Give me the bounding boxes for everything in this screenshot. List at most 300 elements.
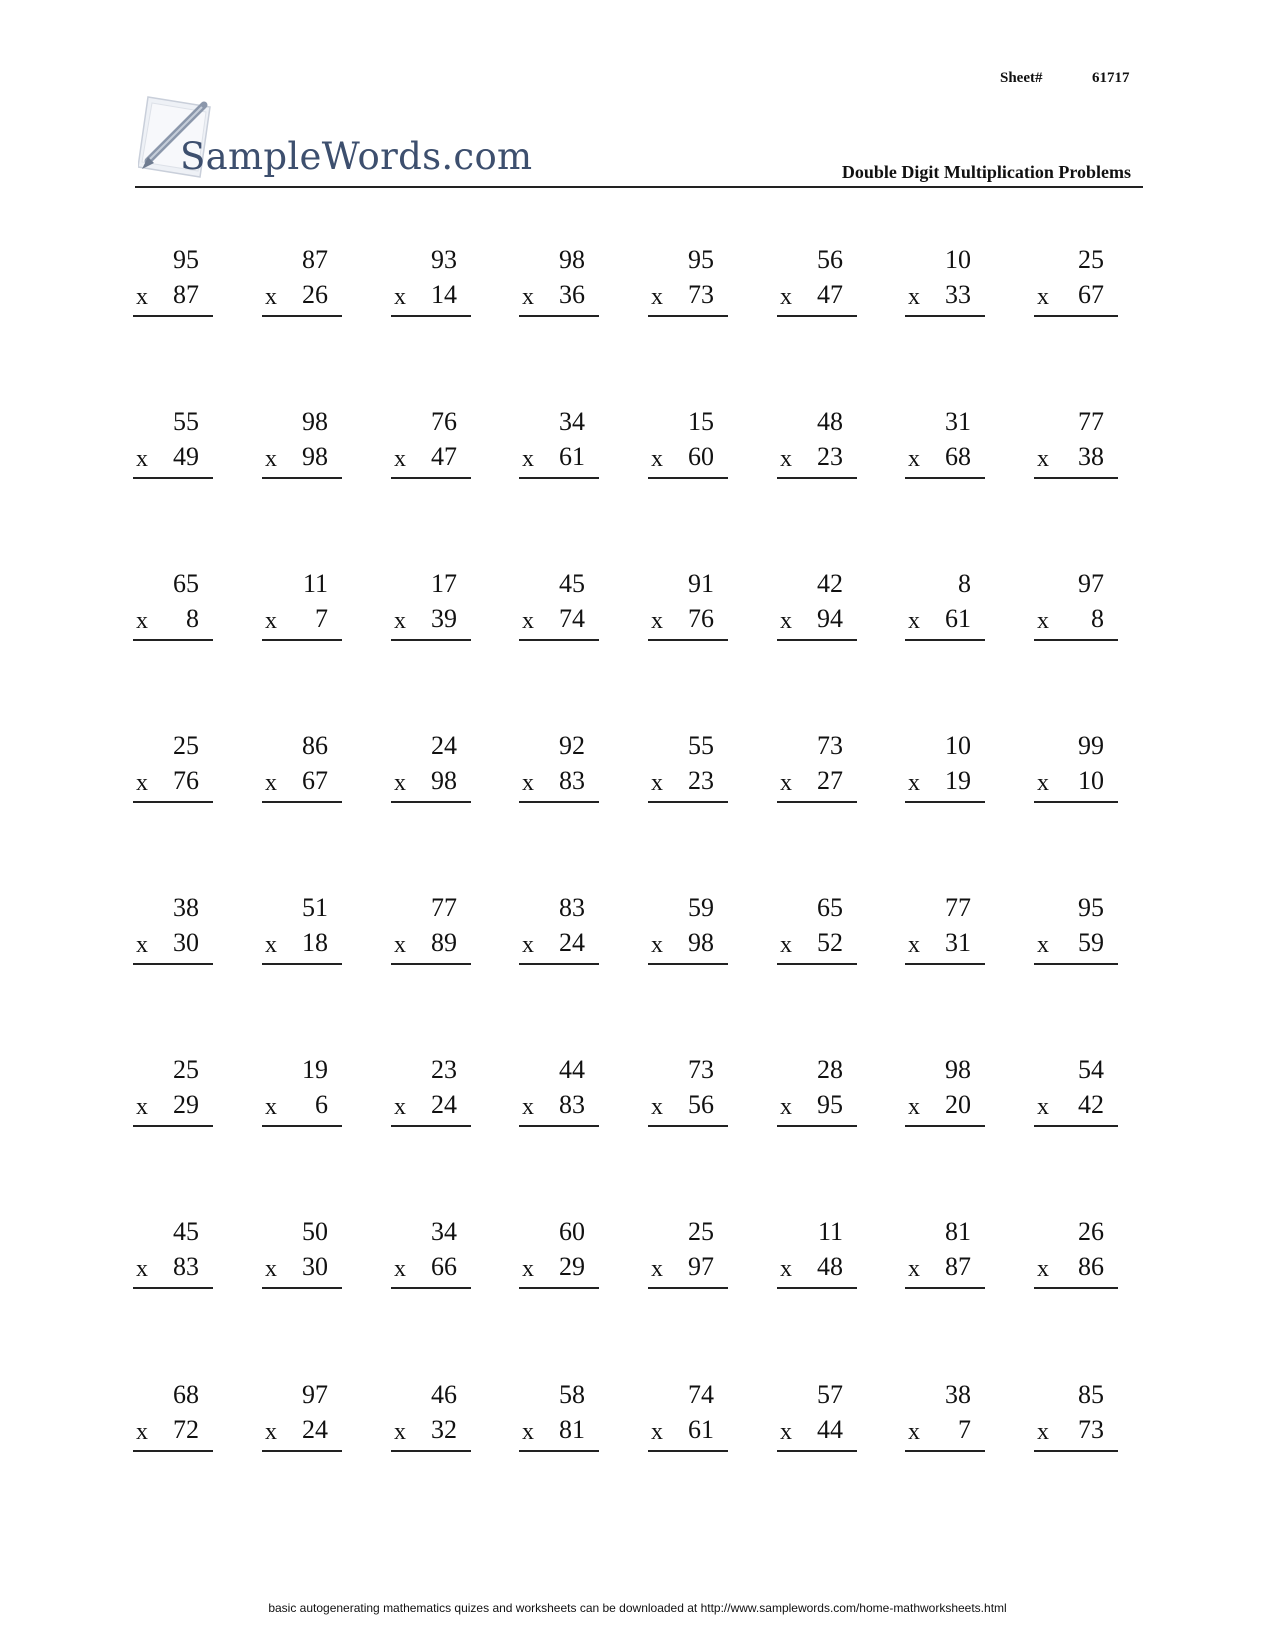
multiplicand: 86 — [302, 731, 328, 760]
multiply-sign: x — [394, 1094, 406, 1120]
answer-line — [1034, 1450, 1118, 1452]
multiply-sign: x — [136, 284, 148, 310]
multiplicand: 45 — [559, 569, 585, 598]
answer-line — [391, 315, 471, 317]
answer-line — [391, 477, 471, 479]
problem — [777, 1055, 857, 1127]
answer-line — [262, 639, 342, 641]
problem — [262, 1380, 342, 1452]
multiply-sign: x — [522, 1256, 534, 1282]
multiplicand: 65 — [173, 569, 199, 598]
answer-line — [777, 1287, 857, 1289]
multiplier: 73 — [688, 280, 714, 309]
problem — [133, 569, 213, 641]
problem — [262, 731, 342, 803]
multiply-sign: x — [780, 608, 792, 634]
multiplicand: 98 — [559, 245, 585, 274]
multiplier: 38 — [1078, 442, 1104, 471]
multiply-sign: x — [651, 1094, 663, 1120]
answer-line — [777, 1125, 857, 1127]
answer-line — [391, 1125, 471, 1127]
multiply-sign: x — [1037, 1094, 1049, 1120]
answer-line — [133, 315, 213, 317]
problem — [391, 1055, 471, 1127]
multiplicand: 60 — [559, 1217, 585, 1246]
problem — [133, 1055, 213, 1127]
multiply-sign: x — [522, 608, 534, 634]
problem — [391, 245, 471, 317]
multiplier: 89 — [431, 928, 457, 957]
multiply-sign: x — [651, 446, 663, 472]
multiplier: 67 — [302, 766, 328, 795]
multiplicand: 77 — [1078, 407, 1104, 436]
multiplicand: 11 — [817, 1217, 843, 1246]
multiply-sign: x — [651, 770, 663, 796]
multiply-sign: x — [136, 770, 148, 796]
multiplicand: 65 — [817, 893, 843, 922]
multiplicand: 38 — [173, 893, 199, 922]
answer-line — [391, 639, 471, 641]
multiply-sign: x — [265, 1256, 277, 1282]
problem — [777, 407, 857, 479]
multiplicand: 31 — [945, 407, 971, 436]
multiplier: 8 — [186, 604, 199, 633]
answer-line — [648, 963, 728, 965]
problem — [519, 1380, 599, 1452]
multiplier: 72 — [173, 1415, 199, 1444]
answer-line — [262, 1125, 342, 1127]
multiplicand: 10 — [945, 245, 971, 274]
multiplicand: 57 — [817, 1380, 843, 1409]
multiply-sign: x — [780, 770, 792, 796]
multiplicand: 55 — [688, 731, 714, 760]
problem — [777, 245, 857, 317]
multiplicand: 95 — [688, 245, 714, 274]
answer-line — [133, 1450, 213, 1452]
problem — [519, 731, 599, 803]
multiply-sign: x — [908, 1094, 920, 1120]
problem — [648, 893, 728, 965]
multiplier: 7 — [315, 604, 328, 633]
multiplicand: 87 — [302, 245, 328, 274]
multiplicand: 73 — [688, 1055, 714, 1084]
multiplicand: 93 — [431, 245, 457, 274]
multiply-sign: x — [1037, 770, 1049, 796]
problem — [648, 1217, 728, 1289]
multiplicand: 97 — [302, 1380, 328, 1409]
answer-line — [262, 477, 342, 479]
problem — [262, 1055, 342, 1127]
multiply-sign: x — [780, 446, 792, 472]
problem — [391, 569, 471, 641]
multiply-sign: x — [651, 284, 663, 310]
multiplicand: 17 — [431, 569, 457, 598]
multiply-sign: x — [1037, 284, 1049, 310]
multiplier: 97 — [688, 1252, 714, 1281]
multiplicand: 85 — [1078, 1380, 1104, 1409]
multiply-sign: x — [908, 770, 920, 796]
answer-line — [391, 1450, 471, 1452]
multiplier: 27 — [817, 766, 843, 795]
footer-text: basic autogenerating mathematics quizes and worksheets can be downloaded at http://www.samplewords.com/home-mathworksheets.html — [268, 1601, 1007, 1615]
multiply-sign: x — [394, 1256, 406, 1282]
problem — [391, 407, 471, 479]
multiply-sign: x — [908, 446, 920, 472]
answer-line — [1034, 477, 1118, 479]
multiplier: 33 — [945, 280, 971, 309]
multiply-sign: x — [908, 608, 920, 634]
multiplier: 86 — [1078, 1252, 1104, 1281]
answer-line — [519, 1125, 599, 1127]
multiplicand: 98 — [302, 407, 328, 436]
answer-line — [648, 639, 728, 641]
multiplicand: 83 — [559, 893, 585, 922]
answer-line — [648, 1287, 728, 1289]
multiplicand: 48 — [817, 407, 843, 436]
multiplier: 83 — [173, 1252, 199, 1281]
answer-line — [1034, 963, 1118, 965]
multiplicand: 42 — [817, 569, 843, 598]
multiplier: 47 — [817, 280, 843, 309]
answer-line — [1034, 639, 1118, 641]
multiply-sign: x — [651, 1419, 663, 1445]
multiplier: 42 — [1078, 1090, 1104, 1119]
multiplier: 67 — [1078, 280, 1104, 309]
multiply-sign: x — [522, 1094, 534, 1120]
multiplicand: 11 — [302, 569, 328, 598]
multiplicand: 28 — [817, 1055, 843, 1084]
problem — [905, 245, 985, 317]
multiplier: 24 — [559, 928, 585, 957]
answer-line — [262, 1450, 342, 1452]
problem — [648, 407, 728, 479]
multiplier: 95 — [817, 1090, 843, 1119]
multiply-sign: x — [908, 932, 920, 958]
answer-line — [133, 639, 213, 641]
logo-text: SampleWords.com — [180, 135, 533, 178]
answer-line — [133, 801, 213, 803]
answer-line — [519, 1287, 599, 1289]
answer-line — [905, 963, 985, 965]
multiplicand: 38 — [945, 1380, 971, 1409]
problem — [262, 245, 342, 317]
multiplier: 52 — [817, 928, 843, 957]
multiplicand: 98 — [945, 1055, 971, 1084]
multiplier: 14 — [431, 280, 457, 309]
multiplier: 73 — [1078, 1415, 1104, 1444]
answer-line — [262, 963, 342, 965]
multiplicand: 26 — [1078, 1217, 1104, 1246]
multiply-sign: x — [780, 1256, 792, 1282]
problem — [905, 731, 985, 803]
problem — [262, 893, 342, 965]
problem — [391, 1380, 471, 1452]
answer-line — [262, 1287, 342, 1289]
multiplier: 74 — [559, 604, 585, 633]
answer-line — [905, 1125, 985, 1127]
multiplier: 8 — [1091, 604, 1104, 633]
problem — [1034, 1217, 1118, 1289]
multiply-sign: x — [1037, 1419, 1049, 1445]
problem — [648, 731, 728, 803]
answer-line — [777, 963, 857, 965]
multiply-sign: x — [265, 446, 277, 472]
multiplier: 6 — [315, 1090, 328, 1119]
answer-line — [648, 1125, 728, 1127]
multiplicand: 59 — [688, 893, 714, 922]
multiply-sign: x — [1037, 1256, 1049, 1282]
multiplicand: 44 — [559, 1055, 585, 1084]
multiplier: 24 — [302, 1415, 328, 1444]
answer-line — [905, 639, 985, 641]
answer-line — [519, 315, 599, 317]
problem — [519, 1217, 599, 1289]
problem — [1034, 1055, 1118, 1127]
answer-line — [391, 963, 471, 965]
answer-line — [133, 963, 213, 965]
multiplier: 94 — [817, 604, 843, 633]
answer-line — [391, 801, 471, 803]
multiplicand: 54 — [1078, 1055, 1104, 1084]
multiplier: 66 — [431, 1252, 457, 1281]
answer-line — [905, 477, 985, 479]
multiplier: 59 — [1078, 928, 1104, 957]
multiply-sign: x — [136, 608, 148, 634]
answer-line — [391, 1287, 471, 1289]
problem — [519, 569, 599, 641]
multiplier: 83 — [559, 1090, 585, 1119]
multiply-sign: x — [394, 608, 406, 634]
sheet-label: Sheet# — [1000, 70, 1043, 86]
problem — [1034, 893, 1118, 965]
answer-line — [519, 1450, 599, 1452]
multiplier: 39 — [431, 604, 457, 633]
problem — [777, 893, 857, 965]
multiplicand: 45 — [173, 1217, 199, 1246]
problem — [648, 245, 728, 317]
multiply-sign: x — [265, 1419, 277, 1445]
multiply-sign: x — [265, 608, 277, 634]
problem — [1034, 407, 1118, 479]
page-title: Double Digit Multiplication Problems — [841, 162, 1131, 182]
multiplier: 30 — [173, 928, 199, 957]
multiplier: 24 — [431, 1090, 457, 1119]
problem — [1034, 731, 1118, 803]
multiply-sign: x — [908, 1256, 920, 1282]
multiplier: 23 — [817, 442, 843, 471]
multiply-sign: x — [1037, 608, 1049, 634]
multiplier: 98 — [431, 766, 457, 795]
problem — [777, 1380, 857, 1452]
multiplier: 68 — [945, 442, 971, 471]
multiplicand: 15 — [688, 407, 714, 436]
multiply-sign: x — [522, 770, 534, 796]
multiplicand: 25 — [173, 731, 199, 760]
answer-line — [777, 1450, 857, 1452]
multiplicand: 25 — [1078, 245, 1104, 274]
answer-line — [1034, 1125, 1118, 1127]
answer-line — [777, 315, 857, 317]
multiplier: 76 — [688, 604, 714, 633]
multiplicand: 50 — [302, 1217, 328, 1246]
multiplier: 48 — [817, 1252, 843, 1281]
answer-line — [905, 801, 985, 803]
multiply-sign: x — [522, 446, 534, 472]
multiplicand: 58 — [559, 1380, 585, 1409]
multiply-sign: x — [780, 1419, 792, 1445]
problem — [262, 1217, 342, 1289]
problem — [133, 245, 213, 317]
multiplier: 56 — [688, 1090, 714, 1119]
answer-line — [519, 801, 599, 803]
multiply-sign: x — [265, 284, 277, 310]
answer-line — [648, 477, 728, 479]
multiplicand: 76 — [431, 407, 457, 436]
multiplier: 7 — [958, 1415, 971, 1444]
answer-line — [133, 1125, 213, 1127]
multiplier: 44 — [817, 1415, 843, 1444]
multiplicand: 51 — [302, 893, 328, 922]
answer-line — [905, 1450, 985, 1452]
multiplier: 81 — [559, 1415, 585, 1444]
problem — [133, 1380, 213, 1452]
problem — [133, 893, 213, 965]
multiplicand: 81 — [945, 1217, 971, 1246]
problem — [905, 407, 985, 479]
problem — [391, 731, 471, 803]
multiply-sign: x — [651, 608, 663, 634]
problem — [1034, 245, 1118, 317]
problem — [905, 1380, 985, 1452]
multiplicand: 95 — [1078, 893, 1104, 922]
multiplier: 83 — [559, 766, 585, 795]
multiply-sign: x — [780, 284, 792, 310]
multiplicand: 68 — [173, 1380, 199, 1409]
multiply-sign: x — [265, 1094, 277, 1120]
problem — [648, 1055, 728, 1127]
multiplier: 29 — [173, 1090, 199, 1119]
multiply-sign: x — [136, 1419, 148, 1445]
problem — [1034, 569, 1118, 641]
multiply-sign: x — [1037, 446, 1049, 472]
multiply-sign: x — [265, 932, 277, 958]
multiplier: 98 — [302, 442, 328, 471]
problem — [777, 731, 857, 803]
problem — [133, 731, 213, 803]
problem — [519, 407, 599, 479]
multiplier: 76 — [173, 766, 199, 795]
multiplicand: 77 — [431, 893, 457, 922]
multiply-sign: x — [522, 284, 534, 310]
answer-line — [519, 963, 599, 965]
answer-line — [1034, 1287, 1118, 1289]
multiplier: 20 — [945, 1090, 971, 1119]
multiplier: 61 — [559, 442, 585, 471]
answer-line — [648, 1450, 728, 1452]
multiplicand: 19 — [302, 1055, 328, 1084]
multiply-sign: x — [394, 1419, 406, 1445]
multiplicand: 24 — [431, 731, 457, 760]
multiplicand: 77 — [945, 893, 971, 922]
answer-line — [519, 639, 599, 641]
multiplier: 10 — [1078, 766, 1104, 795]
multiplier: 26 — [302, 280, 328, 309]
multiplier: 32 — [431, 1415, 457, 1444]
multiplier: 30 — [302, 1252, 328, 1281]
answer-line — [1034, 315, 1118, 317]
multiplier: 36 — [559, 280, 585, 309]
answer-line — [648, 315, 728, 317]
problem — [133, 407, 213, 479]
multiplier: 18 — [302, 928, 328, 957]
answer-line — [133, 477, 213, 479]
multiply-sign: x — [651, 932, 663, 958]
problem — [262, 569, 342, 641]
answer-line — [905, 1287, 985, 1289]
multiply-sign: x — [522, 1419, 534, 1445]
multiply-sign: x — [780, 932, 792, 958]
multiply-sign: x — [394, 770, 406, 796]
answer-line — [905, 315, 985, 317]
multiplier: 61 — [945, 604, 971, 633]
multiply-sign: x — [394, 284, 406, 310]
answer-line — [777, 801, 857, 803]
multiply-sign: x — [136, 1094, 148, 1120]
sheet-number: 61717 — [1092, 70, 1130, 86]
multiplier: 23 — [688, 766, 714, 795]
multiplicand: 10 — [945, 731, 971, 760]
multiply-sign: x — [394, 446, 406, 472]
problem — [262, 407, 342, 479]
problem — [648, 569, 728, 641]
multiplier: 49 — [173, 442, 199, 471]
problem — [905, 569, 985, 641]
multiply-sign: x — [908, 284, 920, 310]
multiplicand: 25 — [688, 1217, 714, 1246]
multiply-sign: x — [136, 1256, 148, 1282]
problem — [391, 893, 471, 965]
multiplier: 31 — [945, 928, 971, 957]
multiplicand: 8 — [958, 569, 971, 598]
multiplier: 87 — [945, 1252, 971, 1281]
multiplier: 98 — [688, 928, 714, 957]
multiplicand: 95 — [173, 245, 199, 274]
multiplicand: 73 — [817, 731, 843, 760]
multiplicand: 97 — [1078, 569, 1104, 598]
answer-line — [1034, 801, 1118, 803]
multiplicand: 23 — [431, 1055, 457, 1084]
multiplier: 47 — [431, 442, 457, 471]
multiply-sign: x — [136, 932, 148, 958]
multiplier: 19 — [945, 766, 971, 795]
answer-line — [262, 801, 342, 803]
problem — [648, 1380, 728, 1452]
answer-line — [777, 639, 857, 641]
problem — [777, 1217, 857, 1289]
multiplicand: 91 — [688, 569, 714, 598]
multiply-sign: x — [651, 1256, 663, 1282]
multiplicand: 55 — [173, 407, 199, 436]
multiply-sign: x — [1037, 932, 1049, 958]
problem — [519, 893, 599, 965]
multiplier: 87 — [173, 280, 199, 309]
multiply-sign: x — [908, 1419, 920, 1445]
multiplicand: 25 — [173, 1055, 199, 1084]
multiply-sign: x — [522, 932, 534, 958]
multiplier: 61 — [688, 1415, 714, 1444]
multiply-sign: x — [780, 1094, 792, 1120]
problem — [1034, 1380, 1118, 1452]
